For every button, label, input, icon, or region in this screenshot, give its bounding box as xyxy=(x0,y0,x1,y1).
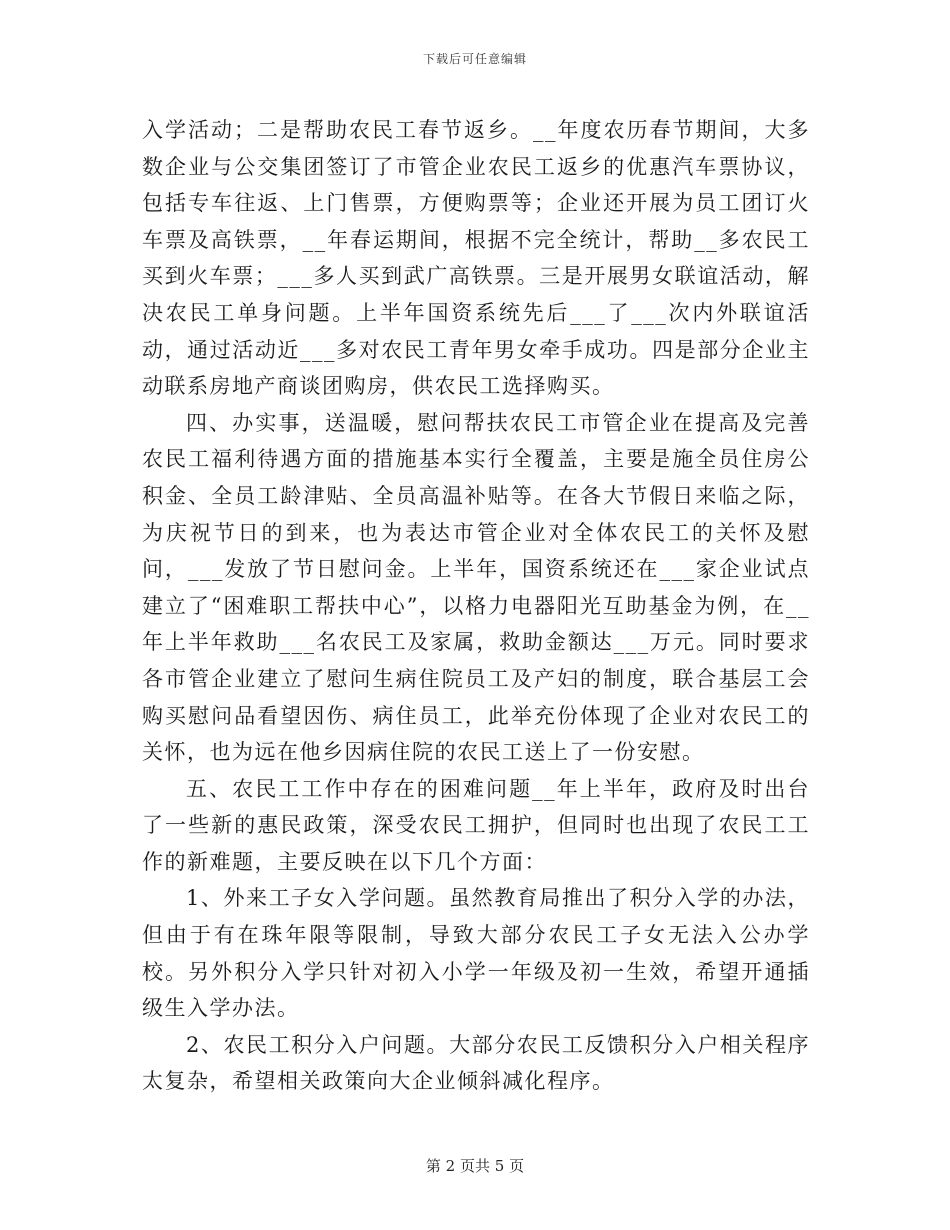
paragraph-issue-two: 2、农民工积分入户问题。大部分农民工反馈积分入户相关程序太复杂，希望相关政策向大企业倾斜减化程序。 xyxy=(142,1032,810,1094)
paragraph-section-four: 四、办实事，送温暖，慰问帮扶农民工市管企业在提高及完善农民工福利待遇方面的措施基本实行全覆盖，主要是施全员住房公积金、全员工龄津贴、全员高温补贴等。在各大节假日来临之际，为庆祝节日的到来，也为表达市管企业对全体农民工的关怀及慰问，___发放了节日慰问金。上半年，国资系统还在___家企业试点建立了“困难职工帮扶中心”，以格力电器阳光互助基金为例，在__年上半年救助___名农民工及家属，救助金额达___万元。同时要求各市管企业建立了慰问生病住院员工及产妇的制度，联合基层工会购买慰问品看望因伤、病住员工，此举充份体现了企业对农民工的关怀，也为远在他乡因病住院的农民工送上了一份安慰。 xyxy=(142,410,810,765)
paragraph-section-five: 五、农民工工作中存在的困难问题__年上半年，政府及时出台了一些新的惠民政策，深受农民工拥护，但同时也出现了农民工工作的新难题，主要反映在以下几个方面： xyxy=(142,776,810,874)
paragraph-continuation: 入学活动；二是帮助农民工春节返乡。__年度农历春节期间，大多数企业与公交集团签订了市管企业农民工返乡的优惠汽车票协议，包括专车往返、上门售票，方便购票等；企业还开展为员工团订火车票及高铁票，__年春运期间，根据不完全统计，帮助__多农民工买到火车票；___多人买到武广高铁票。三是开展男女联谊活动，解决农民工单身问题。上半年国资系统先后___了___次内外联谊活动，通过活动近___多对农民工青年男女牵手成功。四是部分企业主动联系房地产商谈团购房，供农民工选择购买。 xyxy=(142,118,810,399)
document-body xyxy=(142,112,810,1100)
page-header: 下载后可任意编辑 xyxy=(422,52,527,66)
paragraph-issue-one: 1、外来工子女入学问题。虽然教育局推出了积分入学的办法，但由于有在珠年限等限制，导致大部分农民工子女无法入公办学校。另外积分入学只针对初入小学一年级及初一生效，希望开通插级生入学办法。 xyxy=(142,886,810,1021)
page-number: 第 2 页共 5 页 xyxy=(425,1157,525,1175)
